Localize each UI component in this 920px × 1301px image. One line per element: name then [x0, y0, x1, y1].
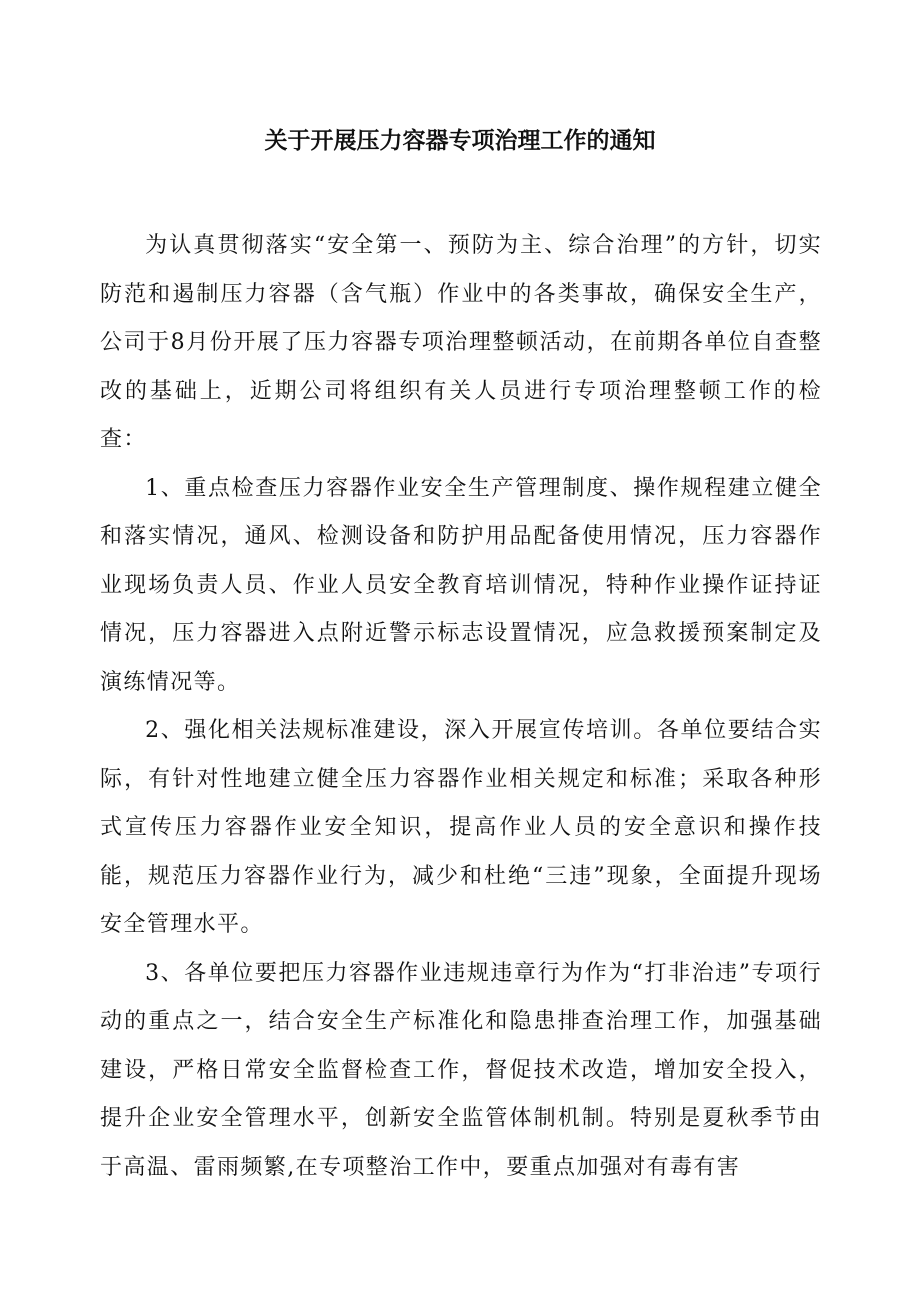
paragraph-intro: 为认真贯彻落实“安全第一、预防为主、综合治理”的方针，切实防范和遏制压力容器（含气瓶）作业中的各类事故，确保安全生产，公司于8月份开展了压力容器专项治理整顿活动，在前期各单位自查整改的基础上，近期公司将组织有关人员进行专项治理整顿工作的检查：: [100, 233, 822, 452]
document-title: 关于开展压力容器专项治理工作的通知: [264, 128, 656, 154]
paragraph-item-1: 1、重点检查压力容器作业安全生产管理制度、操作规程建立健全和落实情况，通风、检测设备和防护用品配备使用情况，压力容器作业现场负责人员、作业人员安全教育培训情况，特种作业操作证持证情况，压力容器进入点附近警示标志设置情况，应急救援预案制定及演练情况等。: [100, 475, 822, 695]
paragraph-item-2: 2、强化相关法规标准建设，深入开展宣传培训。各单位要结合实际，有针对性地建立健全压力容器作业相关规定和标准；采取各种形式宣传压力容器作业安全知识，提高作业人员的安全意识和操作技能，规范压力容器作业行为，减少和杜绝“三违”现象，全面提升现场安全管理水平。: [100, 718, 822, 937]
paragraph-item-3: 3、各单位要把压力容器作业违规违章行为作为“打非治违”专项行动的重点之一，结合安全生产标准化和隐患排查治理工作，加强基础建设，严格日常安全监督检查工作，督促技术改造，增加安全投入，提升企业安全管理水平，创新安全监管体制机制。特别是夏秋季节由于高温、雷雨频繁,在专项整治工作中，要重点加强对有毒有害: [100, 960, 822, 1180]
document-body: [100, 222, 822, 1192]
